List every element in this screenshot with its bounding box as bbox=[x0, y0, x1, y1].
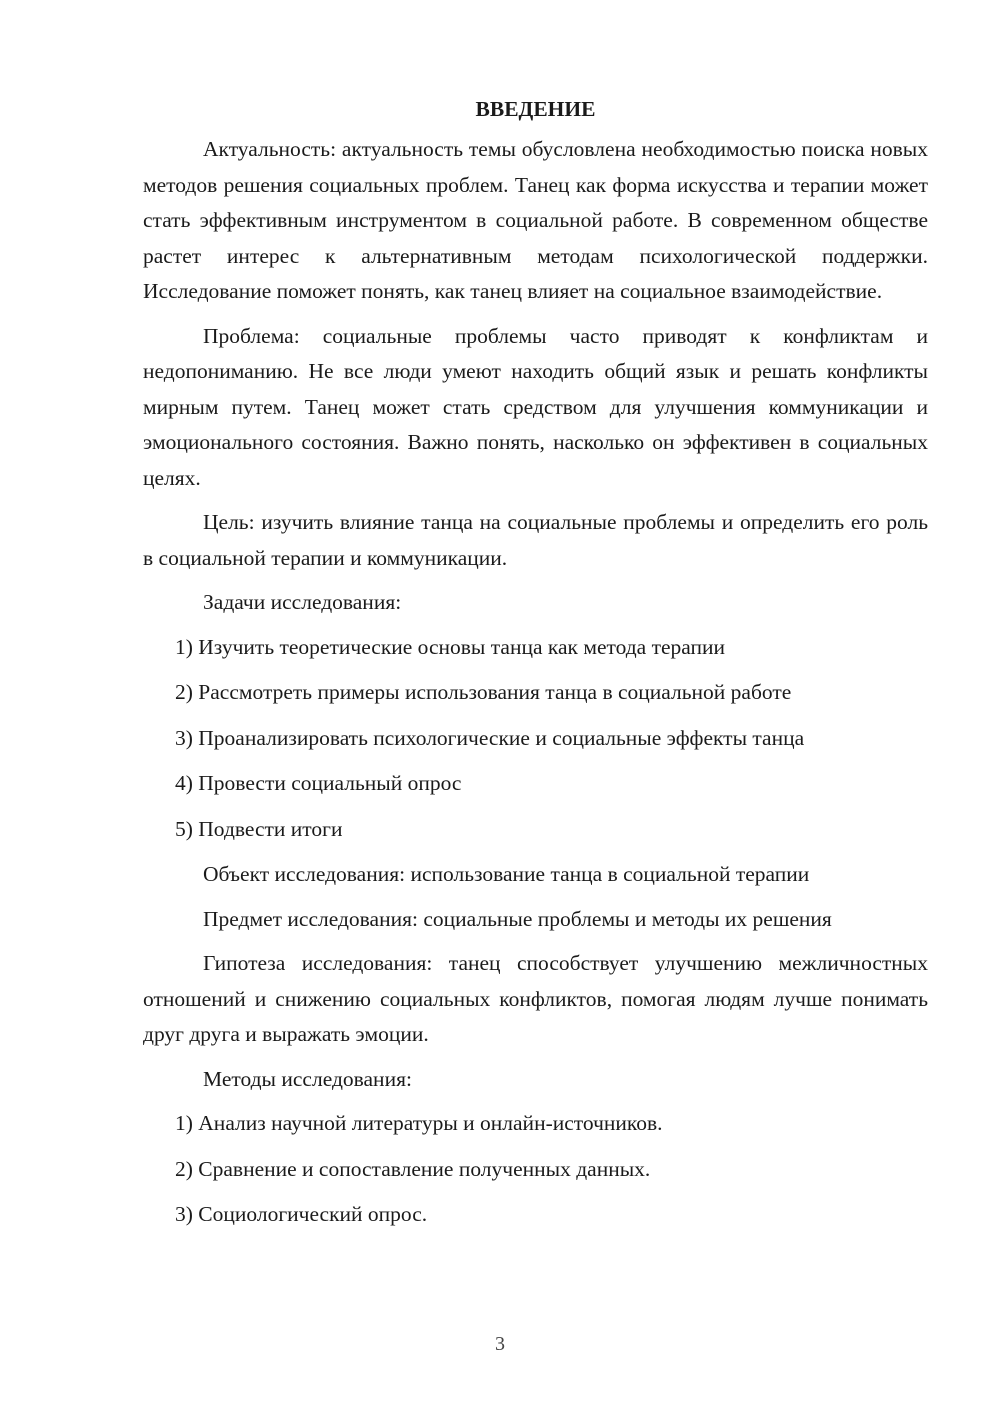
page-number: 3 bbox=[495, 1333, 505, 1355]
object-paragraph: Объект исследования: использование танца в социальной терапии bbox=[203, 862, 810, 886]
tasks-title: Задачи исследования: bbox=[203, 590, 402, 614]
goal-paragraph: Цель: изучить влияние танца на социальные проблемы и определить его роль в социальной терапии и коммуникации. bbox=[143, 510, 928, 570]
tasks-list bbox=[143, 630, 928, 848]
list-item: 2) Сравнение и сопоставление полученных данных. bbox=[175, 1156, 651, 1181]
methods-list bbox=[143, 1106, 928, 1233]
section-heading: ВВЕДЕНИЕ bbox=[475, 97, 596, 121]
list-item: 1) Анализ научной литературы и онлайн-источников. bbox=[175, 1111, 663, 1135]
document-body bbox=[143, 92, 928, 1243]
list-item: 4) Провести социальный опрос bbox=[175, 771, 462, 795]
subject-paragraph: Предмет исследования: социальные проблемы и методы их решения bbox=[203, 906, 832, 931]
methods-title: Методы исследования: bbox=[203, 1066, 412, 1091]
list-item: 3) Проанализировать психологические и социальные эффекты танца bbox=[175, 725, 805, 750]
list-item: 3) Социологический опрос. bbox=[175, 1202, 428, 1226]
hypothesis-paragraph: Гипотеза исследования: танец способствует улучшению межличностных отношений и снижению социальных конфликтов, помогая людям лучше понимать друг друга и выражать эмоции. bbox=[143, 951, 928, 1046]
list-item: 2) Рассмотреть примеры использования танца в социальной работе bbox=[175, 680, 792, 704]
relevance-paragraph: Актуальность: актуальность темы обусловлена необходимостью поиска новых методов решения социальных проблем. Танец как форма искусства и терапии может стать эффективным инструментом в социальной работе. В современном обществе растет интерес к альтернативным методам психологической поддержки. Исследование поможет понять, как танец влияет на социальное взаимодействие. bbox=[143, 137, 928, 303]
list-item: 1) Изучить теоретические основы танца как метода терапии bbox=[175, 634, 726, 659]
list-item: 5) Подвести итоги bbox=[175, 816, 343, 841]
problem-paragraph: Проблема: социальные проблемы часто приводят к конфликтам и недопониманию. Не все люди умеют находить общий язык и решать конфликты мирным путем. Танец может стать средством для улучшения коммуникации и эмоционального состояния. Важно понять, насколько он эффективен в социальных целях. bbox=[143, 323, 928, 490]
